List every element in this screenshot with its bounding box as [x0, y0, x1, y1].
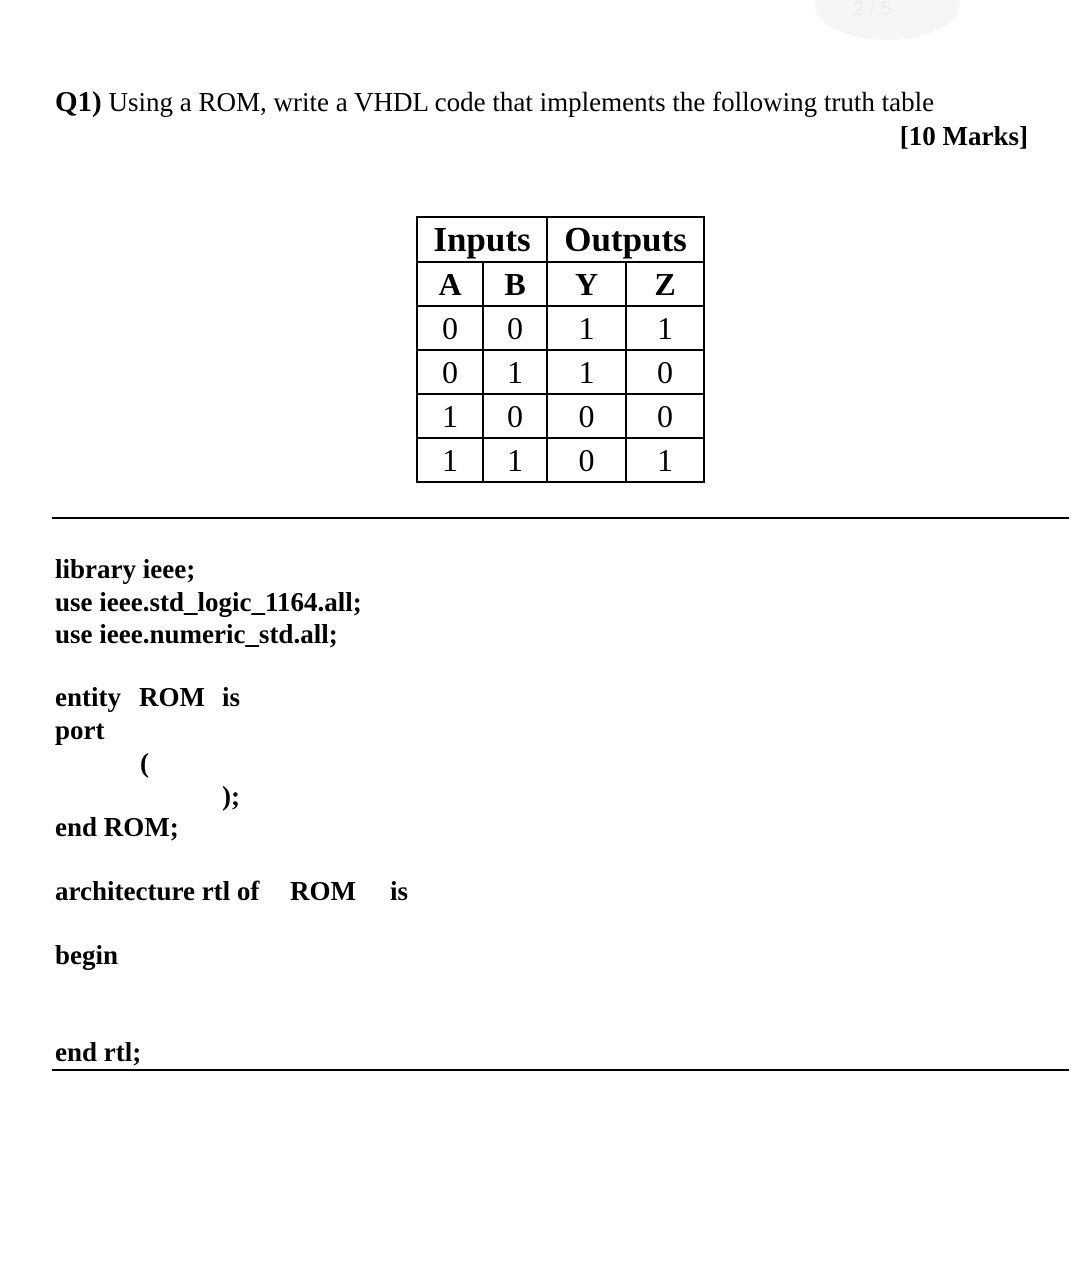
code-entity-name: ROM	[139, 682, 205, 712]
table-row	[417, 394, 704, 438]
truth-table	[416, 216, 705, 483]
code-end-entity: end ROM;	[55, 812, 179, 842]
inputs-header: Inputs	[417, 217, 547, 262]
table-row	[417, 306, 704, 350]
code-begin: begin	[55, 940, 119, 970]
table-cell: 0	[626, 350, 704, 394]
question-marks: [10 Marks]	[899, 121, 1028, 151]
question-text	[55, 86, 934, 119]
table-cell: 1	[626, 438, 704, 482]
code-use-numeric: use ieee.numeric_std.all;	[55, 619, 338, 649]
table-cell: 1	[547, 350, 626, 394]
code-port-open-paren: (	[140, 748, 149, 778]
table-cell: 0	[626, 394, 704, 438]
table-row	[417, 438, 704, 482]
page-indicator	[815, 0, 960, 40]
code-library: library ieee;	[55, 554, 196, 584]
table-cell: 0	[483, 394, 547, 438]
code-end-architecture: end rtl;	[55, 1037, 142, 1067]
table-cell: 0	[417, 350, 483, 394]
table-row	[417, 350, 704, 394]
table-cell: 0	[483, 306, 547, 350]
code-architecture-name: ROM	[290, 876, 356, 906]
page-indicator-text: 2 / 5	[853, 0, 892, 20]
question-number: Q1)	[55, 86, 102, 118]
outputs-header: Outputs	[547, 217, 704, 262]
section-divider-top	[52, 517, 1069, 519]
table-cell: 0	[547, 394, 626, 438]
code-entity-keyword: entity	[55, 682, 121, 712]
column-header-b: B	[483, 262, 547, 306]
code-architecture-is: is	[390, 876, 409, 906]
column-header-z: Z	[626, 262, 704, 306]
column-header-y: Y	[547, 262, 626, 306]
table-cell: 1	[547, 306, 626, 350]
column-header-a: A	[417, 262, 483, 306]
table-cell: 1	[483, 438, 547, 482]
table-cell: 0	[547, 438, 626, 482]
question-body: Using a ROM, write a VHDL code that implements the following truth table	[101, 87, 935, 117]
code-architecture-prefix: architecture rtl of	[55, 876, 260, 906]
code-port: port	[55, 715, 105, 745]
table-cell: 1	[626, 306, 704, 350]
code-entity-is: is	[222, 682, 241, 712]
truth-table-group-header	[417, 217, 704, 262]
table-cell: 1	[483, 350, 547, 394]
table-cell: 1	[417, 438, 483, 482]
table-cell: 0	[417, 306, 483, 350]
section-divider-bottom	[52, 1069, 1069, 1071]
table-cell: 1	[417, 394, 483, 438]
truth-table-column-header	[417, 262, 704, 306]
code-port-close-paren: );	[222, 781, 240, 811]
code-use-std-logic: use ieee.std_logic_1164.all;	[55, 587, 362, 617]
